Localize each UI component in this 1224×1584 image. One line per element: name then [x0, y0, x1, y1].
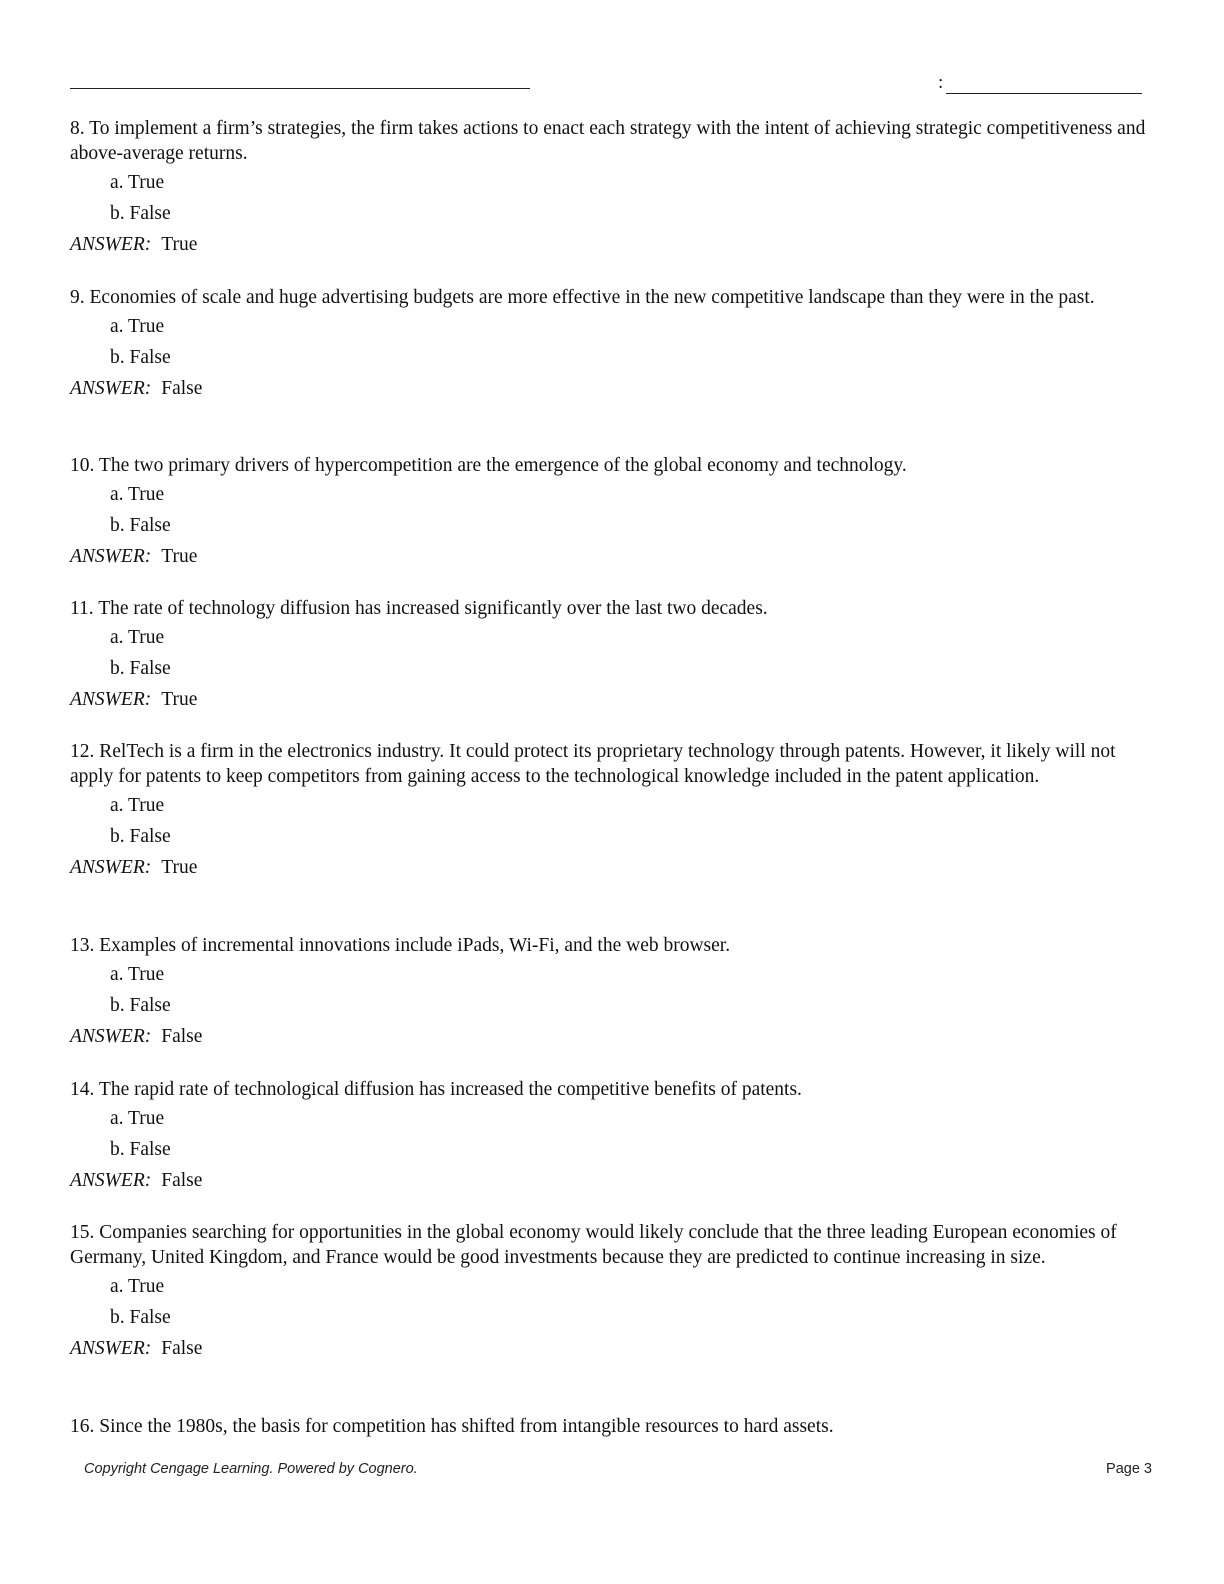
option-true[interactable]: a. True	[110, 484, 165, 505]
question-text: 10. The two primary drivers of hypercompetition are the emergence of the global economy and technology.	[70, 455, 907, 476]
question-16	[70, 1414, 1150, 1439]
answer-value: True	[161, 689, 198, 710]
question-15	[70, 1220, 1150, 1361]
question-12	[70, 739, 1150, 880]
answer-line	[70, 687, 1150, 712]
answer-options	[110, 625, 1150, 687]
question-text: 15. Companies searching for opportunities in the global economy would likely conclude that the three leading European economies of Germany, United Kingdom, and France would be good investments because they are predicted to continue increasing in size.	[70, 1222, 1117, 1268]
answer-line	[70, 376, 1150, 401]
answer-options	[110, 482, 1150, 544]
name-blank-line	[70, 88, 530, 89]
question-8	[70, 116, 1150, 257]
option-false[interactable]: b. False	[110, 203, 171, 224]
answer-value: False	[161, 1026, 203, 1047]
answer-line	[70, 1336, 1150, 1361]
copyright-footer: Copyright Cengage Learning. Powered by Cognero.	[84, 1461, 418, 1477]
answer-line	[70, 544, 1150, 569]
answer-value: False	[161, 1338, 203, 1359]
answer-label: ANSWER:	[70, 1338, 152, 1359]
page-number: Page 3	[1106, 1461, 1152, 1477]
answer-label: ANSWER:	[70, 546, 152, 567]
question-text: 14. The rapid rate of technological diffusion has increased the competitive benefits of patents.	[70, 1079, 802, 1100]
option-true[interactable]: a. True	[110, 1276, 165, 1297]
answer-label: ANSWER:	[70, 689, 152, 710]
option-false[interactable]: b. False	[110, 658, 171, 679]
option-false[interactable]: b. False	[110, 515, 171, 536]
answer-label: ANSWER:	[70, 234, 152, 255]
option-true[interactable]: a. True	[110, 1108, 165, 1129]
answer-options	[110, 1274, 1150, 1336]
question-text: 16. Since the 1980s, the basis for competition has shifted from intangible resources to hard assets.	[70, 1416, 834, 1437]
answer-options	[110, 962, 1150, 1024]
header-colon: :	[938, 72, 944, 93]
answer-options	[110, 314, 1150, 376]
option-true[interactable]: a. True	[110, 795, 165, 816]
answer-line	[70, 232, 1150, 257]
option-true[interactable]: a. True	[110, 964, 165, 985]
answer-label: ANSWER:	[70, 1170, 152, 1191]
question-11	[70, 596, 1150, 712]
option-false[interactable]: b. False	[110, 995, 171, 1016]
option-true[interactable]: a. True	[110, 172, 165, 193]
answer-line	[70, 1024, 1150, 1049]
answer-value: True	[161, 857, 198, 878]
question-text: 12. RelTech is a firm in the electronics industry. It could protect its proprietary technology through patents. However, it likely will not apply for patents to keep competitors from gaining access to the technological knowledge included in the patent application.	[70, 741, 1116, 787]
answer-value: True	[161, 546, 198, 567]
question-text: 8. To implement a firm’s strategies, the firm takes actions to enact each strategy with the intent of achieving strategic competitiveness and above-average returns.	[70, 118, 1146, 164]
answer-value: True	[161, 234, 198, 255]
question-14	[70, 1077, 1150, 1193]
question-text: 13. Examples of incremental innovations include iPads, Wi-Fi, and the web browser.	[70, 935, 731, 956]
answer-label: ANSWER:	[70, 857, 152, 878]
option-false[interactable]: b. False	[110, 347, 171, 368]
date-blank-line	[946, 93, 1142, 94]
question-text: 9. Economies of scale and huge advertising budgets are more effective in the new competitive landscape than they were in the past.	[70, 287, 1095, 308]
option-false[interactable]: b. False	[110, 826, 171, 847]
answer-value: False	[161, 1170, 203, 1191]
answer-value: False	[161, 378, 203, 399]
option-true[interactable]: a. True	[110, 627, 165, 648]
answer-line	[70, 1168, 1150, 1193]
option-true[interactable]: a. True	[110, 316, 165, 337]
question-10	[70, 453, 1150, 569]
question-13	[70, 933, 1150, 1049]
answer-label: ANSWER:	[70, 378, 152, 399]
option-false[interactable]: b. False	[110, 1307, 171, 1328]
answer-line	[70, 855, 1150, 880]
answer-options	[110, 793, 1150, 855]
answer-label: ANSWER:	[70, 1026, 152, 1047]
answer-options	[110, 170, 1150, 232]
question-text: 11. The rate of technology diffusion has increased significantly over the last two decades.	[70, 598, 768, 619]
option-false[interactable]: b. False	[110, 1139, 171, 1160]
question-9	[70, 285, 1150, 401]
answer-options	[110, 1106, 1150, 1168]
